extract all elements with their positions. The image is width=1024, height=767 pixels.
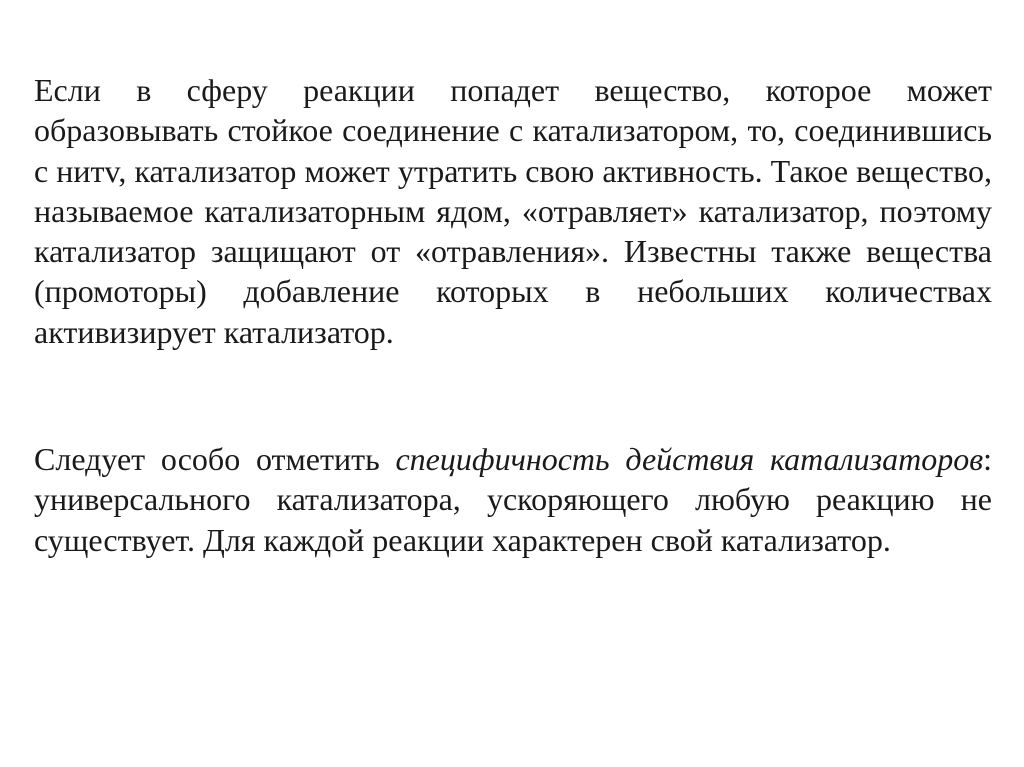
paragraph-rest-text: : универсального катализатора, ускоряющего любую реакцию не существует. Для каждой реакции характерен свой катализатор. — [34, 441, 993, 558]
emphasized-term: специфичность действия катализаторов — [395, 441, 984, 477]
paragraph-lead-text: Следует особо отметить — [34, 441, 396, 477]
paragraph-catalyst-specificity — [34, 439, 992, 560]
paragraph-catalyst-poisoning: Если в сферу реакции попадет вещество, которое может образовывать стойкое соединение с катализатором, то, соединившись с нитv, катализатор может утратить свою активность. Такое вещество, называемое катализаторным ядом, «отравляет» катализатор, поэтому катализатор защищают от «отравления». Известны также вещества (промоторы) добавление которых в небольших количествах активизирует катализатор. — [34, 72, 992, 350]
